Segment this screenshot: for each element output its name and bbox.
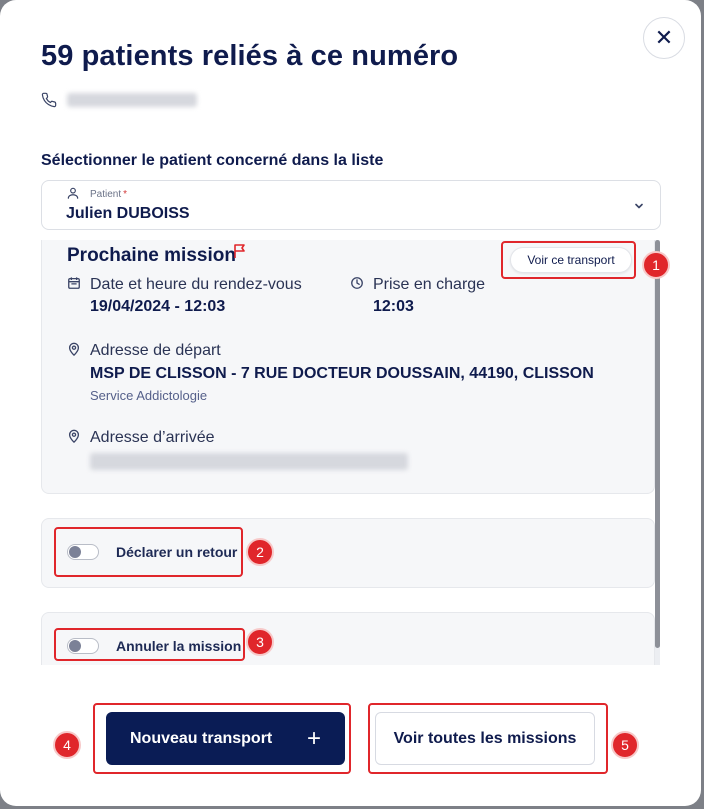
location-pin-icon — [67, 342, 81, 356]
phone-row — [41, 92, 197, 108]
phone-number — [67, 93, 197, 107]
close-icon: ✕ — [654, 25, 674, 50]
view-transport-button[interactable]: Voir ce transport — [510, 247, 632, 273]
close-button[interactable] — [643, 17, 685, 59]
arrival-label: Adresse d’arrivée — [90, 429, 215, 446]
all-missions-button[interactable]: Voir toutes les missions — [375, 712, 595, 765]
annotation-badge-4: 4 — [53, 731, 81, 759]
new-transport-label: Nouveau transport — [130, 729, 273, 747]
page-title: 59 patients reliés à ce numéro — [41, 40, 459, 72]
clock-icon — [350, 276, 364, 290]
calendar-icon — [67, 276, 81, 290]
datetime-value: 19/04/2024 - 12:03 — [90, 298, 226, 315]
patient-value: Julien DUBOISS — [66, 205, 190, 222]
cancel-toggle[interactable] — [67, 638, 241, 654]
return-toggle-label: Déclarer un retour — [116, 544, 238, 560]
annotation-badge-3: 3 — [246, 628, 274, 656]
location-pin-icon — [67, 429, 81, 443]
return-toggle[interactable] — [67, 544, 237, 560]
chevron-down-icon — [634, 201, 644, 211]
departure-value: MSP DE CLISSON - 7 RUE DOCTEUR DOUSSAIN, 44190, CLISSON — [90, 365, 594, 382]
annotation-badge-1: 1 — [642, 251, 670, 279]
flag-icon — [232, 243, 248, 259]
patient-select-label: Sélectionner le patient concerné dans la liste — [41, 152, 384, 169]
departure-service: Service Addictologie — [90, 388, 208, 403]
switch-knob — [69, 640, 81, 652]
annotation-badge-2: 2 — [246, 538, 274, 566]
mission-scroll-area — [41, 240, 661, 665]
annotation-badge-5: 5 — [611, 731, 639, 759]
patient-select[interactable] — [41, 180, 661, 230]
cancel-toggle-label: Annuler la mission — [116, 638, 242, 654]
new-transport-button[interactable] — [106, 712, 345, 765]
pickup-value: 12:03 — [373, 298, 414, 315]
mission-title: Prochaine mission — [67, 245, 236, 266]
required-mark: * — [123, 189, 128, 200]
cancel-toggle-card — [41, 612, 655, 665]
switch-knob — [69, 546, 81, 558]
user-icon — [66, 186, 80, 200]
pickup-label: Prise en charge — [373, 276, 486, 293]
datetime-label: Date et heure du rendez-vous — [90, 276, 302, 293]
arrival-value — [90, 453, 408, 470]
next-mission-card — [41, 240, 655, 494]
plus-icon: + — [306, 724, 321, 752]
return-switch[interactable] — [67, 544, 99, 560]
departure-label: Adresse de départ — [90, 342, 221, 359]
patient-field-label — [90, 189, 127, 200]
phone-icon — [41, 92, 57, 108]
patient-field-label-text: Patient — [90, 189, 122, 200]
return-toggle-card — [41, 518, 655, 588]
cancel-switch[interactable] — [67, 638, 99, 654]
